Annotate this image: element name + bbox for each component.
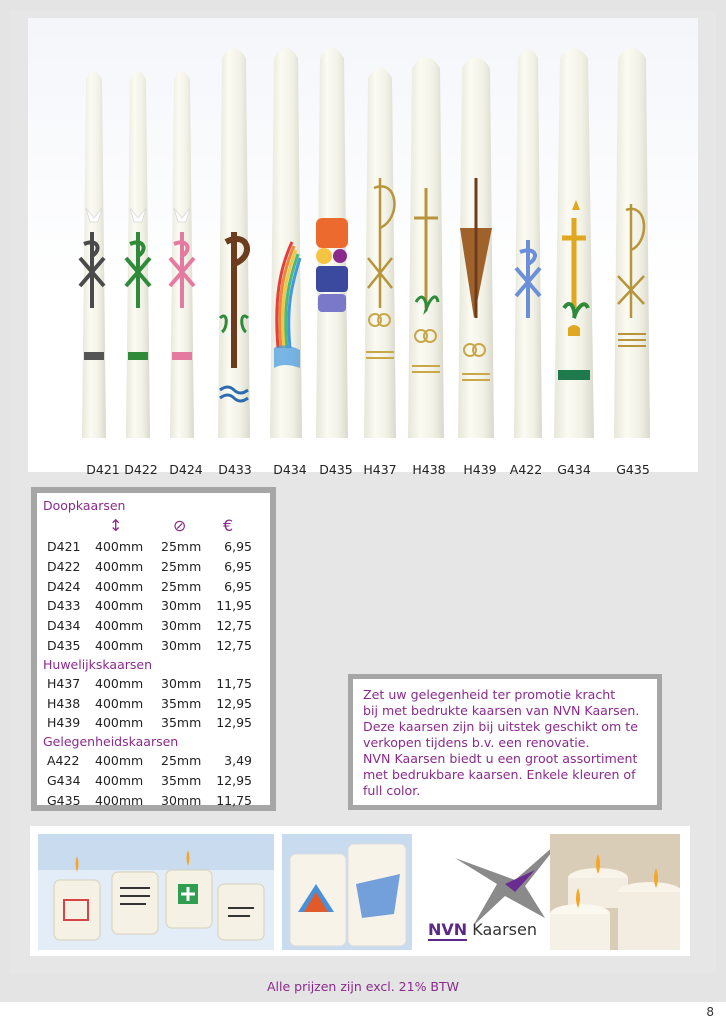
candle-label: D433 bbox=[218, 462, 252, 477]
candle-label: D421 bbox=[86, 462, 120, 477]
table-row: H437 400mm 30mm 11,75 bbox=[47, 675, 252, 691]
column-icons bbox=[43, 515, 264, 537]
promo-line: NVN Kaarsen biedt u een groot assortiment bbox=[363, 751, 638, 766]
promo-text-box bbox=[348, 674, 662, 810]
candle-label: D435 bbox=[319, 462, 353, 477]
page-number-bar bbox=[0, 1002, 726, 1024]
table-row: D421 400mm 25mm 6,95 bbox=[47, 539, 252, 554]
table-row: A422 400mm 25mm 3,49 bbox=[47, 753, 252, 769]
lit-candles-photo bbox=[550, 834, 680, 950]
candle-g435 bbox=[614, 48, 650, 438]
table-row: D424 400mm 25mm 6,95 bbox=[47, 578, 252, 594]
page-number: 8 bbox=[706, 1005, 714, 1019]
candle-label: H437 bbox=[363, 462, 397, 477]
table-row: G435 400mm 30mm 11,75 bbox=[47, 792, 252, 808]
promo-line: bij met bedrukte kaarsen van NVN Kaarsen. bbox=[363, 703, 640, 718]
candle-d435 bbox=[316, 48, 348, 438]
table-row: D433 400mm 30mm 11,95 bbox=[47, 598, 252, 614]
candle-label: G435 bbox=[616, 462, 650, 477]
candle-label: A422 bbox=[509, 462, 543, 477]
promo-line: Zet uw gelegenheid ter promotie kracht bbox=[363, 687, 616, 702]
promo-line: met bedrukbare kaarsen. Enkele kleuren of bbox=[363, 767, 636, 782]
candle-g434 bbox=[554, 48, 594, 438]
candle-label: G434 bbox=[557, 462, 591, 477]
candle-h437 bbox=[364, 68, 396, 438]
length-arrow-icon: ↕ bbox=[109, 516, 123, 535]
photo-strip bbox=[30, 826, 690, 956]
table-row: D435 400mm 30mm 12,75 bbox=[47, 637, 252, 653]
candles-illustration bbox=[28, 18, 698, 458]
candle-label: H438 bbox=[412, 462, 446, 477]
table-row: D434 400mm 30mm 12,75 bbox=[47, 618, 252, 634]
candle-label: D422 bbox=[124, 462, 158, 477]
candle-d424 bbox=[170, 71, 194, 438]
promo-line: Deze kaarsen zijn bij uitstek geschikt om te bbox=[363, 719, 638, 734]
candle-label: H439 bbox=[463, 462, 497, 477]
section-title-gelegenheidskaarsen: Gelegenheidskaarsen bbox=[43, 734, 179, 750]
candle-photo-panel bbox=[28, 18, 698, 477]
promo-line: verkopen tijdens b.v. een renovatie. bbox=[363, 735, 590, 750]
euro-icon: € bbox=[223, 516, 234, 535]
price-table bbox=[31, 487, 276, 811]
promo-line: full color. bbox=[363, 783, 421, 798]
candle-label: D434 bbox=[273, 462, 307, 477]
section-title-huwelijkskaarsen: Huwelijkskaarsen bbox=[43, 656, 153, 672]
candle-label: D424 bbox=[169, 462, 203, 477]
candle-label-row bbox=[28, 462, 698, 480]
nvn-kaarsen-logo: NVN Kaarsen bbox=[428, 920, 537, 939]
printed-candles-photo bbox=[38, 834, 274, 950]
candle-d421 bbox=[80, 71, 106, 438]
color-printed-candles-photo bbox=[282, 834, 412, 950]
candle-d434 bbox=[270, 48, 302, 438]
candle-d422 bbox=[126, 71, 150, 438]
candle-a422 bbox=[514, 49, 542, 438]
table-row: H439 400mm 35mm 12,95 bbox=[47, 715, 252, 731]
candle-h438 bbox=[408, 57, 444, 438]
diameter-icon: ⊘ bbox=[173, 516, 187, 535]
candle-h439 bbox=[458, 57, 494, 438]
vat-note: Alle prijzen zijn excl. 21% BTW bbox=[267, 979, 459, 994]
table-row: D422 400mm 25mm 6,95 bbox=[47, 558, 252, 574]
table-row: H438 400mm 35mm 12,95 bbox=[47, 695, 252, 711]
table-row: G434 400mm 35mm 12,95 bbox=[47, 772, 252, 788]
candle-d433 bbox=[218, 48, 250, 438]
section-title-doopkaarsen: Doopkaarsen bbox=[43, 498, 126, 513]
